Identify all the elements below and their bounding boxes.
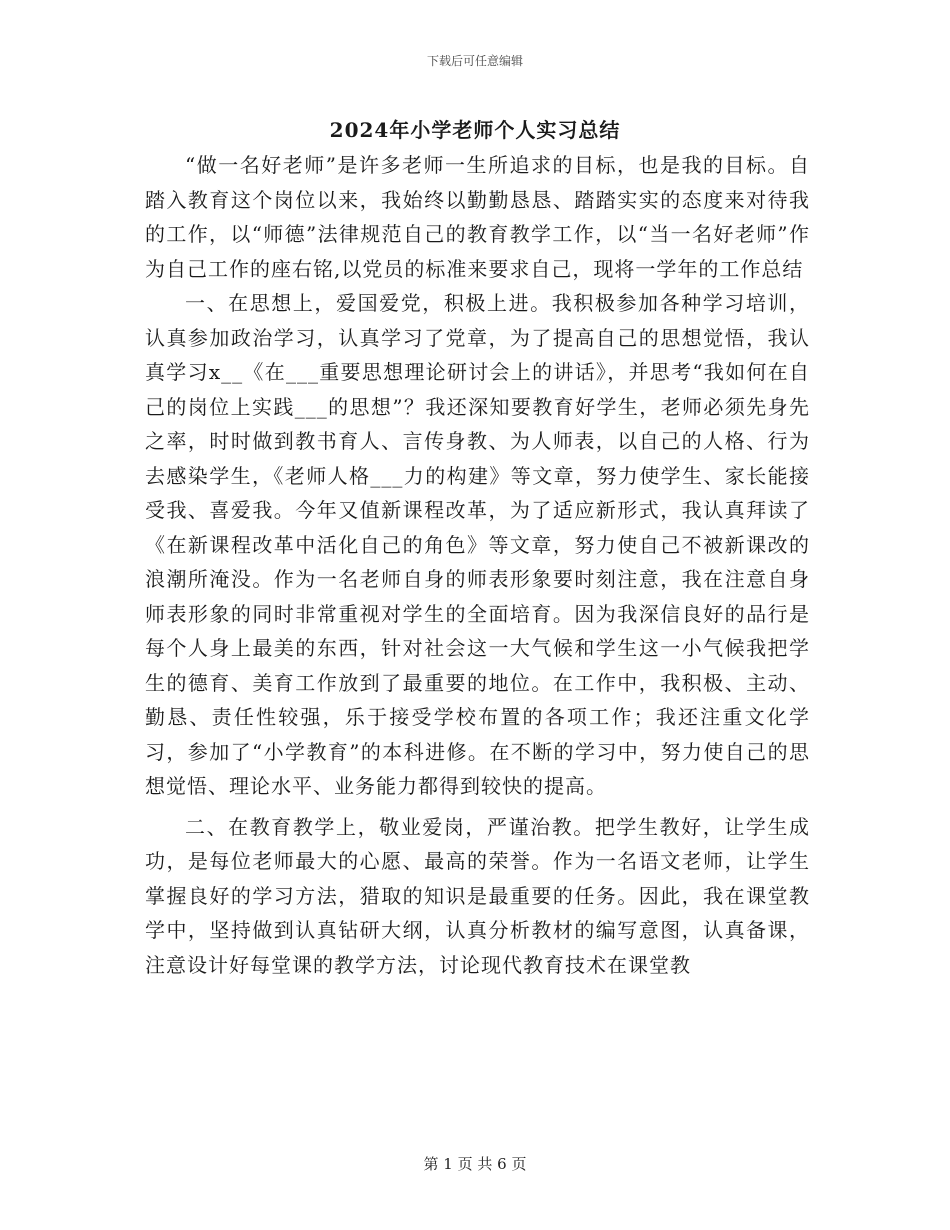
document-body <box>145 148 810 982</box>
page-header-note: 下载后可任意编辑 <box>426 54 523 68</box>
document-title: 2024年小学老师个人实习总结 <box>329 118 621 142</box>
paragraph-intro: “做一名好老师”是许多老师一生所追求的目标，也是我的目标。自踏入教育这个岗位以来，我始终以勤勤恳恳、踏踏实实的态度来对待我的工作，以“师德”法律规范自己的教育教学工作，以“当一名好老师”作为自己工作的座右铭,以党员的标准来要求自己，现将一学年的工作总结 <box>145 153 810 281</box>
paragraph-teaching: 二、在教育教学上，敬业爱岗，严谨治教。把学生教好，让学生成功，是每位老师最大的心愿、最高的荣誉。作为一名语文老师，让学生掌握良好的学习方法，猎取的知识是最重要的任务。因此，我在课堂教学中，坚持做到认真钻研大纲，认真分析教材的编写意图，认真备课，注意设计好每堂课的教学方法，讨论现代教育技术在课堂教 <box>145 814 810 977</box>
paragraph-thought: 一、在思想上，爱国爱党，积极上进。我积极参加各种学习培训，认真参加政治学习，认真学习了党章，为了提高自己的思想觉悟，我认真学习x__《在___重要思想理论研讨会上的讲话》，并思考“我如何在自己的岗位上实践___的思想”？我还深知要教育好学生，老师必须先身先之率，时时做到教书育人、言传身教、为人师表，以自己的人格、行为去感染学生，《老师人格___力的构建》等文章，努力使学生、家长能接受我、喜爱我。今年又值新课程改革，为了适应新形式，我认真拜读了《在新课程改革中活化自己的角色》等文章，努力使自己不被新课改的浪潮所淹没。作为一名老师自身的师表形象要时刻注意，我在注意自身师表形象的同时非常重视对学生的全面培育。因为我深信良好的品行是每个人身上最美的东西，针对社会这一大气候和学生这一小气候我把学生的德育、美育工作放到了最重要的地位。在工作中，我积极、主动、勤恳、责任性较强，乐于接受学校布置的各项工作；我还注重文化学习，参加了“小学教育”的本科进修。在不断的学习中，努力使自己的思想觉悟、理论水平、业务能力都得到较快的提高。 <box>145 291 810 798</box>
page-number-footer: 第 1 页 共 6 页 <box>423 1155 527 1173</box>
